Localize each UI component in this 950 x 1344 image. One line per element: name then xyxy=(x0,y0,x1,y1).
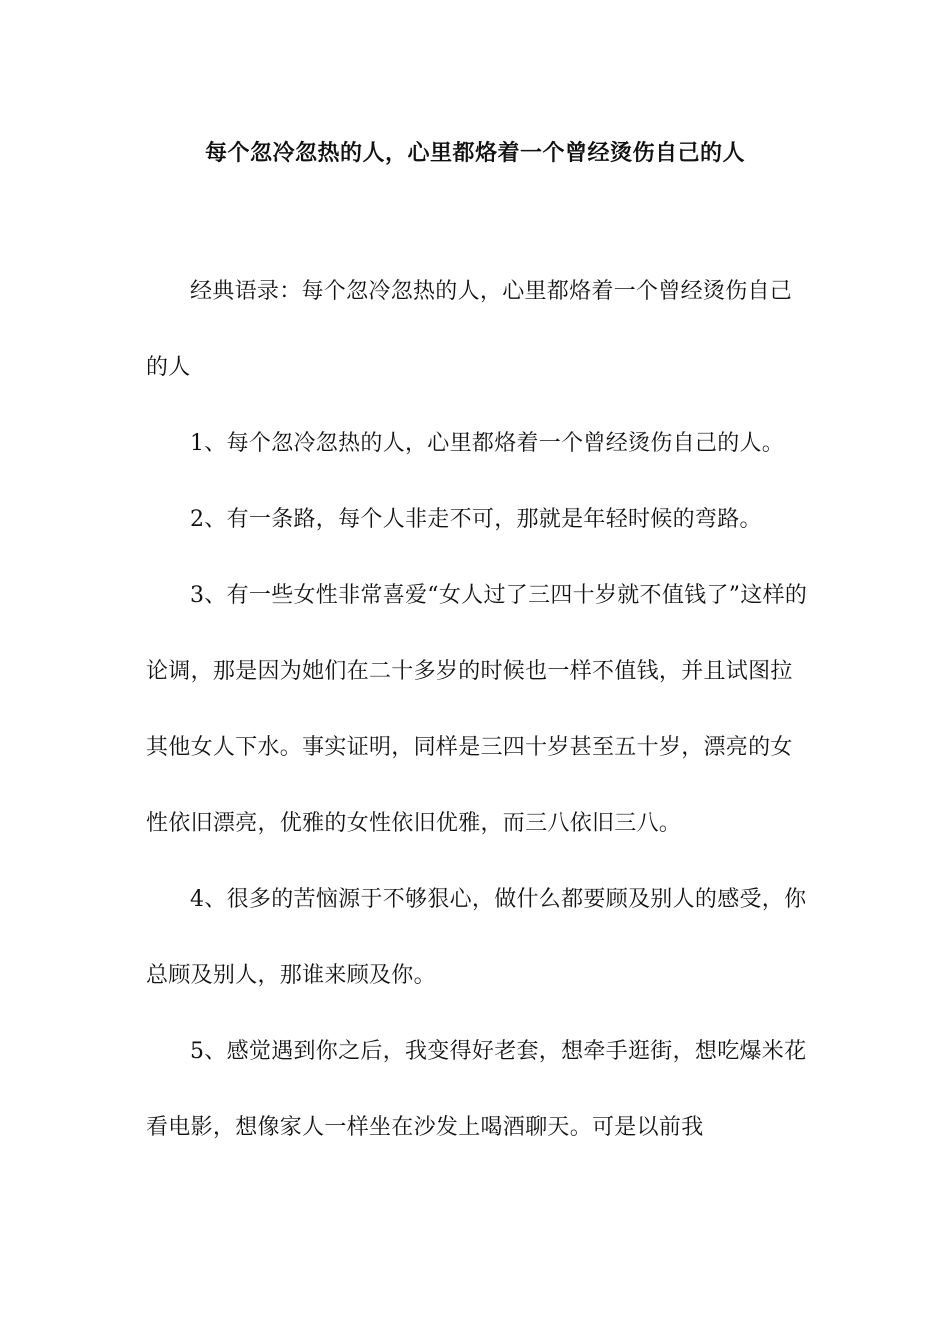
document-body xyxy=(146,254,808,1166)
paragraph-intro-quote: 经典语录：每个忽冷忽热的人，心里都烙着一个曾经烫伤自己的人 xyxy=(146,279,793,380)
paragraph-item-4: 4、很多的苦恼源于不够狠心，做什么都要顾及别人的感受，你总顾及别人，那谁来顾及你。 xyxy=(146,887,807,988)
paragraph-item-5: 5、感觉遇到你之后，我变得好老套，想牵手逛街，想吃爆米花看电影，想像家人一样坐在沙发上喝酒聊天。可是以前我 xyxy=(146,1039,807,1140)
paragraph-item-3: 3、有一些女性非常喜爱“女人过了三四十岁就不值钱了”这样的论调，那是因为她们在二十多岁的时候也一样不值钱，并且试图拉其他女人下水。事实证明，同样是三四十岁甚至五十岁，漂亮的女性依旧漂亮，优雅的女性依旧优雅，而三八依旧三八。 xyxy=(146,583,808,836)
paragraph-item-1: 1、每个忽冷忽热的人，心里都烙着一个曾经烫伤自己的人。 xyxy=(190,431,785,456)
paragraph-item-2: 2、有一条路，每个人非走不可，那就是年轻时候的弯路。 xyxy=(190,507,762,532)
document-title: 每个忽冷忽热的人，心里都烙着一个曾经烫伤自己的人 xyxy=(204,141,745,166)
